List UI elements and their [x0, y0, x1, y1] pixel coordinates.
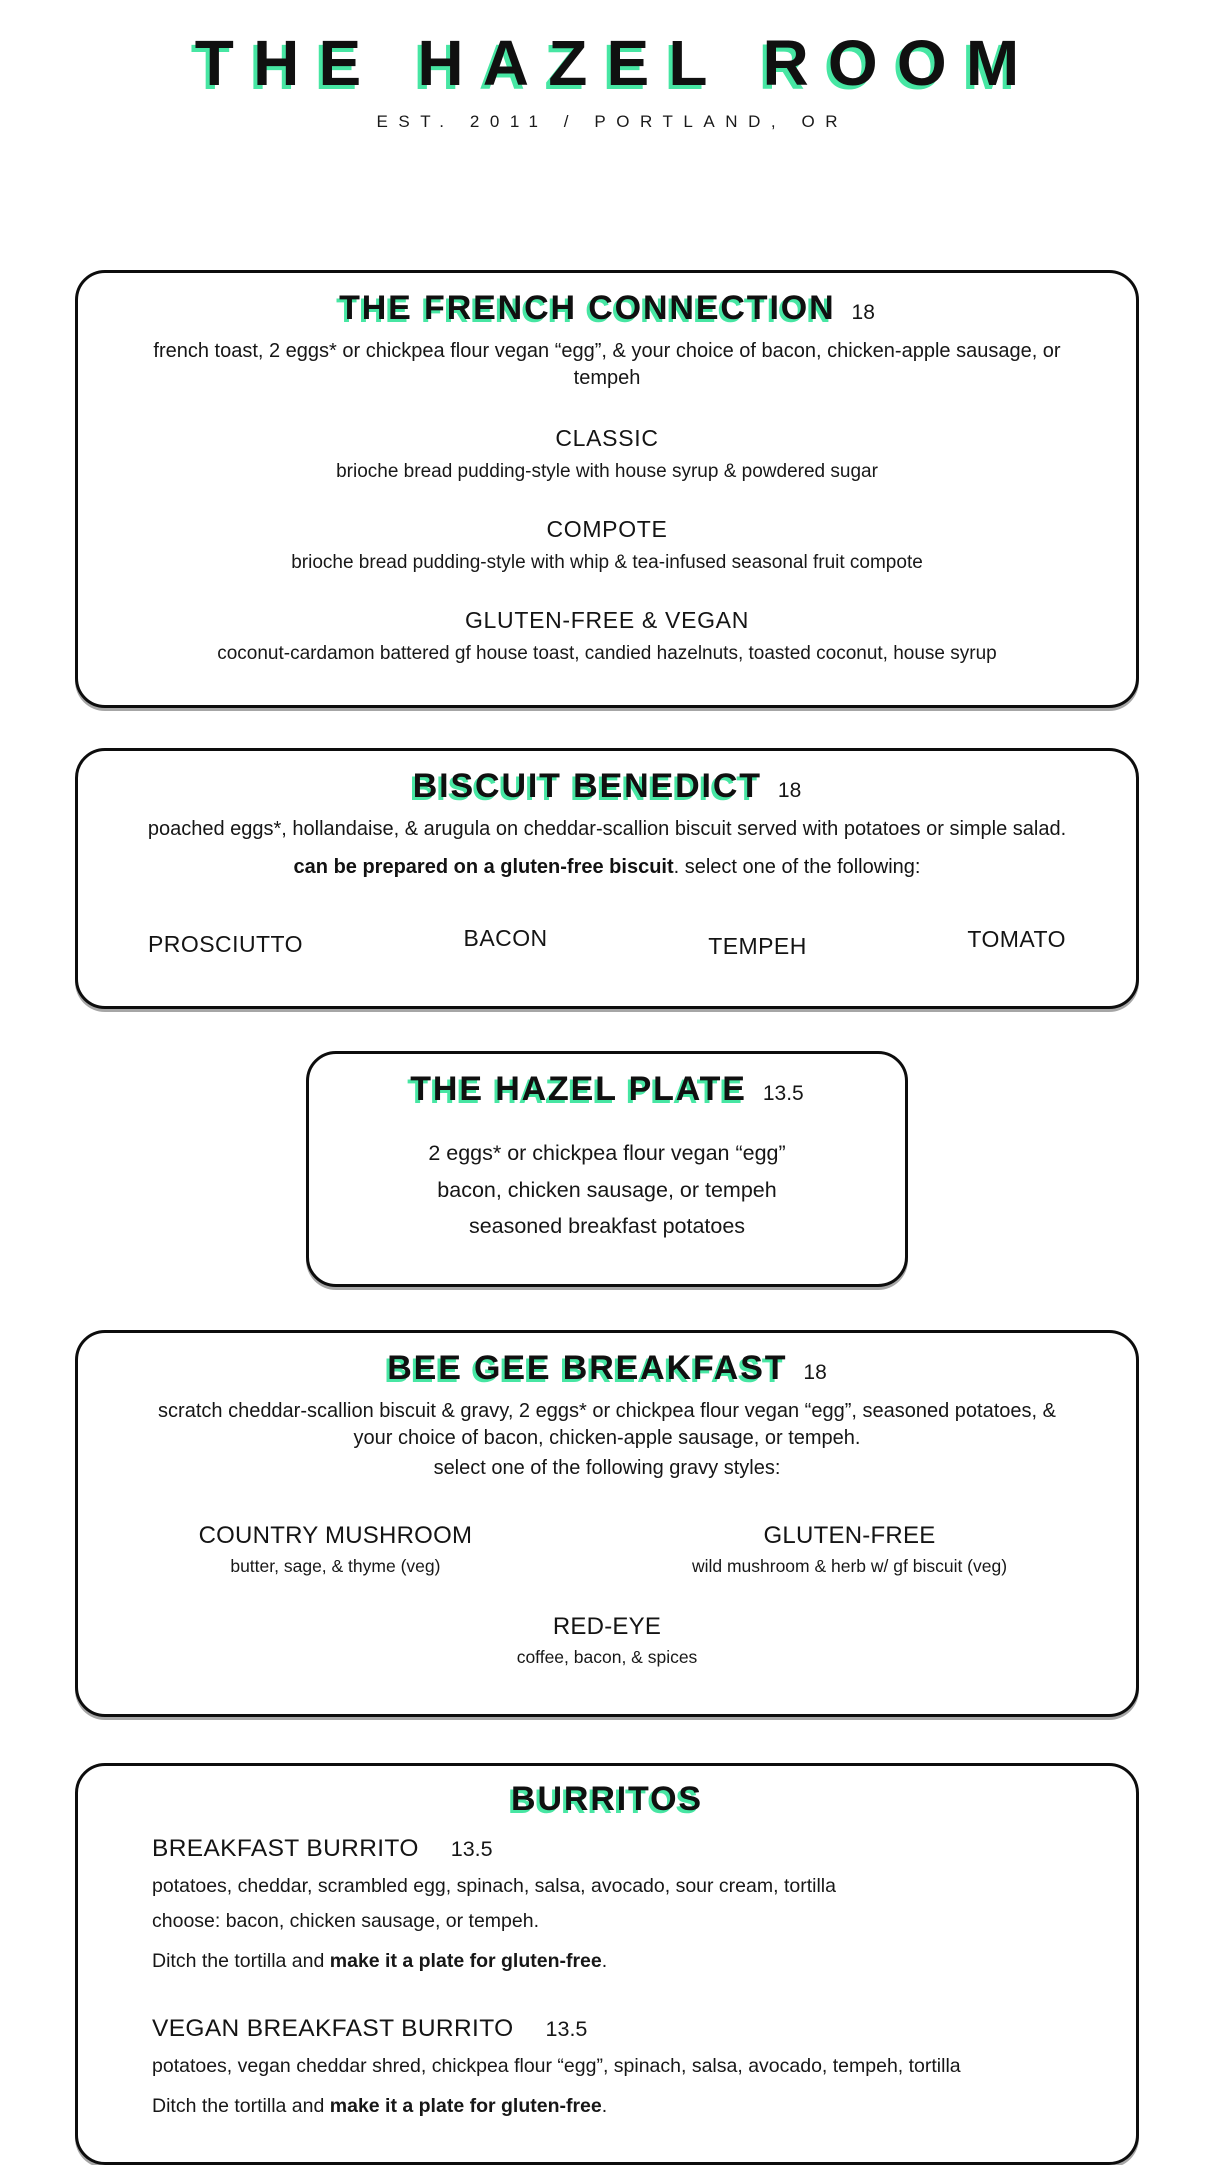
item-ingredients: potatoes, vegan cheddar shred, chickpea flour “egg”, spinach, salsa, avocado, tempeh, tortilla	[152, 2055, 961, 2078]
established-line: EST. 2011 / PORTLAND, OR	[376, 112, 849, 131]
note-suffix: .	[601, 2095, 608, 2118]
item-name: BREAKFAST BURRITO	[152, 1835, 419, 1863]
section-bee-gee-breakfast	[75, 1330, 1139, 1717]
gravy-name: COUNTRY MUSHROOM	[198, 1522, 473, 1550]
item-price: 13.5	[450, 1837, 493, 1862]
gluten-free-note-rest: . select one of the following:	[673, 856, 921, 879]
gravy-description: butter, sage, & thyme (veg)	[230, 1556, 441, 1577]
variant-gluten-free-vegan	[122, 607, 1092, 665]
gravy-name: RED-EYE	[552, 1613, 662, 1641]
item-price: 13.5	[545, 2017, 588, 2042]
biscuit-benedict-heading	[118, 767, 1096, 806]
gravy-country-mushroom	[122, 1522, 549, 1577]
variant-description: coconut-cardamon battered gf house toast, candied hazelnuts, toasted coconut, house syrup	[217, 642, 997, 664]
restaurant-title: THE HAZEL ROOM	[194, 27, 1039, 99]
section-french-connection	[75, 270, 1139, 708]
french-connection-heading	[122, 289, 1092, 328]
section-biscuit-benedict	[75, 748, 1139, 1010]
hazel-plate-line: seasoned breakfast potatoes	[468, 1213, 746, 1238]
note-suffix: .	[601, 1950, 608, 1973]
biscuit-benedict-note	[118, 856, 1096, 879]
option-bacon: BACON	[463, 925, 548, 952]
option-tomato: TOMATO	[967, 926, 1066, 953]
hazel-plate-title: THE HAZEL PLATE	[410, 1070, 747, 1109]
variant-name: CLASSIC	[555, 424, 659, 451]
option-prosciutto: PROSCIUTTO	[148, 931, 303, 958]
biscuit-benedict-options	[148, 925, 1066, 960]
item-heading	[152, 2015, 1062, 2043]
bee-gee-description: scratch cheddar-scallion biscuit & gravy, 2 eggs* or chickpea flour vegan “egg”, seasoned potatoes, & your choice of bacon, chicken-apple sausage, or tempeh.	[158, 1399, 1056, 1449]
burritos-heading	[152, 1780, 1062, 1819]
variant-name: COMPOTE	[546, 515, 668, 542]
french-connection-price: 18	[851, 301, 875, 324]
item-gluten-free-note	[152, 2095, 1062, 2118]
bee-gee-heading	[122, 1349, 1092, 1388]
item-name: VEGAN BREAKFAST BURRITO	[152, 2015, 514, 2043]
hazel-plate-price: 13.5	[762, 1082, 804, 1106]
bee-gee-title: BEE GEE BREAKFAST	[387, 1348, 788, 1387]
gravy-row	[122, 1522, 1092, 1577]
variant-description: brioche bread pudding-style with whip & tea-infused seasonal fruit compote	[291, 551, 923, 573]
variant-description: brioche bread pudding-style with house syrup & powdered sugar	[336, 460, 878, 482]
variant-compote	[122, 516, 1092, 574]
section-hazel-plate	[306, 1051, 908, 1286]
item-heading	[152, 1835, 1062, 1863]
biscuit-benedict-description: poached eggs*, hollandaise, & arugula on cheddar-scallion biscuit served with potatoes or simple salad.	[147, 817, 1067, 840]
gluten-free-note-bold: can be prepared on a gluten-free biscuit	[293, 856, 674, 879]
hazel-plate-lines	[339, 1135, 875, 1243]
note-bold: make it a plate for gluten-free	[329, 2095, 602, 2118]
bee-gee-price: 18	[803, 1360, 827, 1384]
variant-classic	[122, 425, 1092, 483]
gravy-description: coffee, bacon, & spices	[516, 1647, 698, 1668]
note-bold: make it a plate for gluten-free	[329, 1950, 602, 1973]
item-choose-line: choose: bacon, chicken sausage, or tempeh.	[152, 1910, 539, 1933]
french-connection-title: THE FRENCH CONNECTION	[339, 289, 836, 327]
masthead	[0, 26, 1214, 132]
item-ingredients: potatoes, cheddar, scrambled egg, spinach, salsa, avocado, sour cream, tortilla	[152, 1875, 836, 1898]
item-vegan-breakfast-burrito	[152, 2015, 1062, 2118]
option-tempeh: TEMPEH	[708, 933, 807, 960]
bee-gee-select-line: select one of the following gravy styles:	[433, 1457, 781, 1480]
section-burritos	[75, 1763, 1139, 2165]
gravy-gluten-free	[607, 1522, 1092, 1577]
gravy-name: GLUTEN-FREE	[763, 1522, 936, 1550]
item-gluten-free-note	[152, 1950, 1062, 1973]
note-prefix: Ditch the tortilla and	[152, 1950, 330, 1973]
gravy-description: wild mushroom & herb w/ gf biscuit (veg)	[691, 1556, 1008, 1577]
hazel-plate-line: 2 eggs* or chickpea flour vegan “egg”	[428, 1141, 786, 1166]
biscuit-benedict-title: BISCUIT BENEDICT	[412, 766, 762, 805]
note-prefix: Ditch the tortilla and	[152, 2095, 330, 2118]
hazel-plate-line: bacon, chicken sausage, or tempeh	[437, 1177, 777, 1202]
gravy-red-eye	[122, 1613, 1092, 1668]
french-connection-description: french toast, 2 eggs* or chickpea flour vegan “egg”, & your choice of bacon, chicken-apple sausage, or tempeh	[153, 340, 1061, 389]
item-breakfast-burrito	[152, 1835, 1062, 1973]
biscuit-benedict-price: 18	[777, 778, 802, 802]
variant-name: GLUTEN-FREE & VEGAN	[464, 606, 750, 633]
burritos-title: BURRITOS	[511, 1780, 703, 1819]
hazel-plate-heading	[339, 1070, 875, 1109]
